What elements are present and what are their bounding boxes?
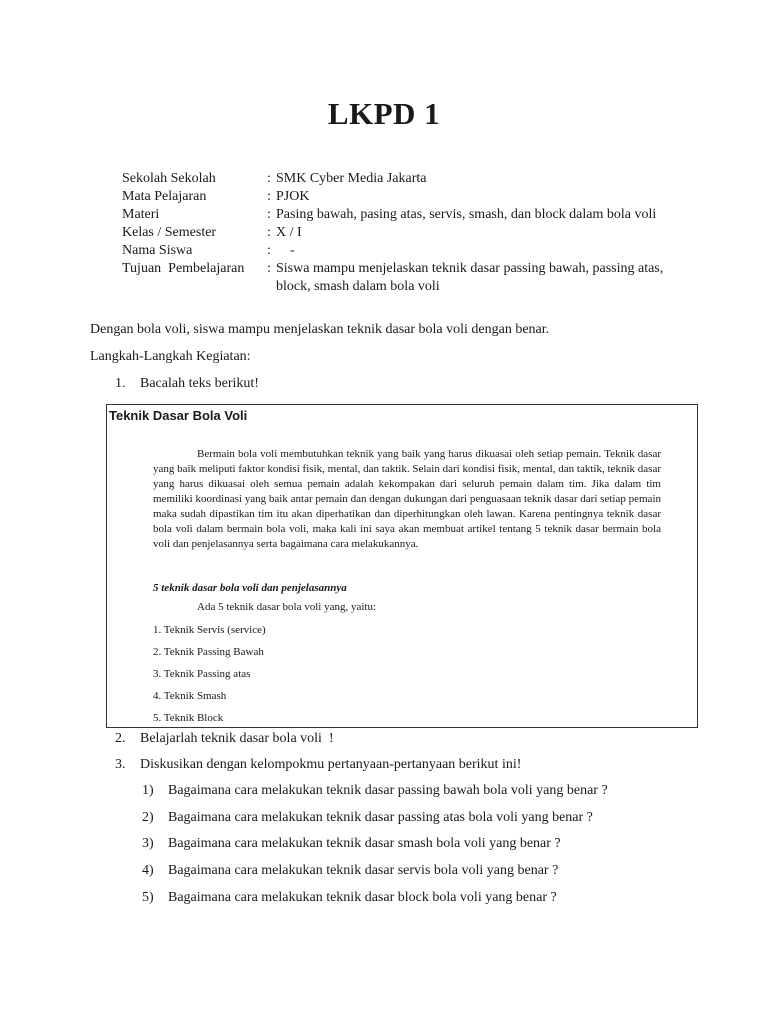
question-number: 5) — [142, 890, 154, 905]
info-label: Nama Siswa — [122, 243, 193, 258]
info-value: Pasing bawah, pasing atas, servis, smash, dan block dalam bola voli — [276, 207, 657, 222]
step-number: 1. — [115, 376, 126, 391]
info-value: SMK Cyber Media Jakarta — [276, 171, 427, 186]
reading-body — [153, 447, 661, 552]
question-number: 2) — [142, 810, 154, 825]
step-text: Diskusikan dengan kelompokmu pertanyaan-pertanyaan berikut ini! — [140, 757, 522, 772]
step-text: Bacalah teks berikut! — [140, 376, 259, 391]
question-text: Bagaimana cara melakukan teknik dasar servis bola voli yang benar ? — [168, 863, 559, 878]
info-row-school — [122, 170, 696, 188]
info-label: Tujuan Pembelajaran — [122, 261, 245, 276]
step-number: 3. — [115, 757, 126, 772]
info-colon: : — [267, 207, 271, 222]
list-item: 1. Teknik Servis (service) — [153, 624, 266, 636]
info-row-class — [122, 224, 696, 242]
list-item: 2. Teknik Passing Bawah — [153, 646, 264, 658]
info-row-subject — [122, 188, 696, 206]
info-value: PJOK — [276, 189, 310, 204]
question-text: Bagaimana cara melakukan teknik dasar block bola voli yang benar ? — [168, 890, 557, 905]
info-colon: : — [267, 171, 271, 186]
question-text: Bagaimana cara melakukan teknik dasar passing bawah bola voli yang benar ? — [168, 783, 608, 798]
info-value: X / I — [276, 225, 302, 240]
step-number: 2. — [115, 731, 126, 746]
info-label: Materi — [122, 207, 160, 222]
step-text: Belajarlah teknik dasar bola voli ! — [140, 731, 334, 746]
info-label: Mata Pelajaran — [122, 189, 207, 204]
info-label: Kelas / Semester — [122, 225, 217, 240]
info-colon: : — [267, 261, 271, 276]
info-row-student-name — [122, 242, 696, 260]
question-item — [142, 810, 593, 826]
list-item: 4. Teknik Smash — [153, 690, 227, 702]
reading-text-box — [106, 404, 698, 728]
question-text: Bagaimana cara melakukan teknik dasar passing atas bola voli yang benar ? — [168, 810, 593, 825]
question-item — [142, 783, 608, 799]
list-item: 3. Teknik Passing atas — [153, 668, 251, 680]
question-number: 4) — [142, 863, 154, 878]
question-number: 3) — [142, 836, 154, 851]
identity-table — [122, 170, 696, 296]
step-item — [115, 757, 521, 773]
technique-list — [153, 623, 266, 728]
question-text: Bagaimana cara melakukan teknik dasar smash bola voli yang benar ? — [168, 836, 561, 851]
reading-list-intro: Ada 5 teknik dasar bola voli yang, yaitu: — [197, 601, 377, 613]
intro-paragraph: Dengan bola voli, siswa mampu menjelaskan teknik dasar bola voli dengan benar. — [90, 322, 550, 337]
question-item — [142, 863, 558, 879]
info-row-objective — [122, 260, 696, 296]
info-row-material — [122, 206, 696, 224]
steps-heading: Langkah-Langkah Kegiatan: — [90, 349, 251, 364]
reading-paragraph: Bermain bola voli membutuhkan teknik yang baik yang harus dikuasai oleh setiap pemain. Teknik dasar yang baik meliputi faktor kondisi fisik, mental, dan taktik. Selain dari kondisi fisik, mental, dan taktik, teknik dasar yang harus dikuasai oleh semua pemain adalah kekompakan dari seluruh pemain dalam tim. Jika dalam tim memiliki koordinasi yang baik antar pemain dan dengan dukungan dari penguasaan teknik dasar dari setiap pemain maka sudah dipastikan tim itu akan diperhatikan dan diperhitungkan oleh lawan. Karena pentingnya teknik dasar bola voli dalam bermain bola voli, maka kali ini saya akan membuat artikel tentang 5 teknik dasar bermain bola voli dan penjelasannya serta bagaimana cara melakukannya. — [153, 448, 661, 550]
step-item — [115, 376, 259, 392]
info-colon: : — [267, 243, 271, 258]
question-item — [142, 836, 561, 852]
reading-subheading: 5 teknik dasar bola voli dan penjelasannya — [153, 582, 347, 594]
step-item — [115, 731, 334, 747]
page-title: LKPD 1 — [327, 96, 441, 131]
info-colon: : — [267, 225, 271, 240]
info-value: Siswa mampu menjelaskan teknik dasar passing bawah, passing atas, block, smash dalam bola voli — [276, 261, 664, 294]
reading-title: Teknik Dasar Bola Voli — [109, 408, 248, 423]
info-colon: : — [267, 189, 271, 204]
info-value: - — [276, 243, 295, 258]
list-item: 5. Teknik Block — [153, 712, 224, 724]
question-number: 1) — [142, 783, 154, 798]
info-label: Sekolah Sekolah — [122, 171, 216, 186]
question-item — [142, 890, 557, 906]
